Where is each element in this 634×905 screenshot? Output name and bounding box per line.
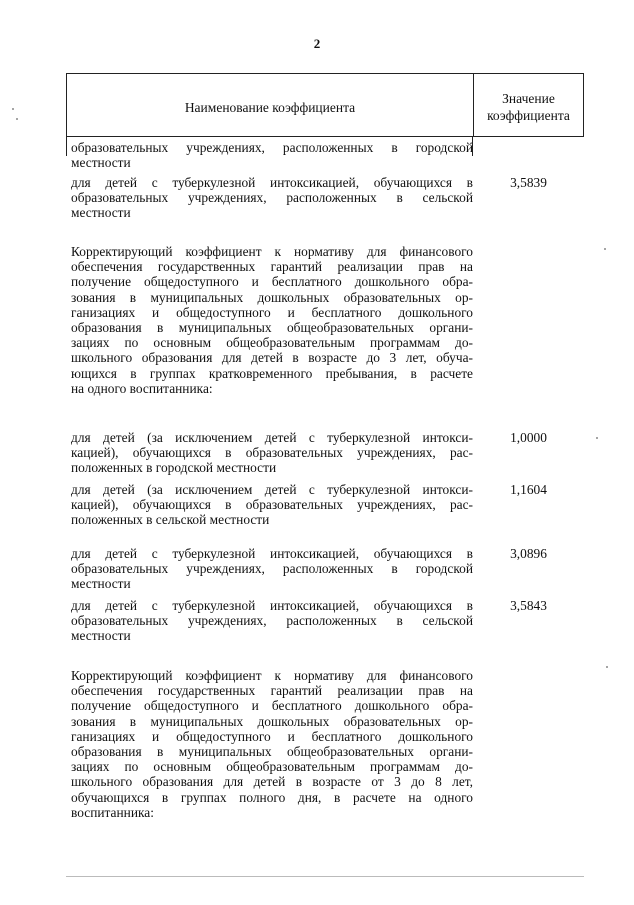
text-line: зования в муниципальных дошкольных образовательных ор- bbox=[71, 289, 473, 305]
text-line: Корректирующий коэффициент к нормативу для финансового bbox=[71, 244, 473, 259]
text-line: местности bbox=[71, 155, 131, 171]
scan-speck bbox=[606, 666, 608, 668]
text-line: зациях по основным общеобразовательным программам до- bbox=[71, 335, 473, 351]
text-line: образовательных учреждениях, расположенных в городской bbox=[71, 561, 473, 577]
text-line: получение общедоступного и бесплатного дошкольного обра- bbox=[71, 274, 473, 290]
coefficient-value: 3,0896 bbox=[510, 546, 547, 561]
page-number: 2 bbox=[313, 36, 321, 51]
coefficient-value: 3,5843 bbox=[510, 598, 547, 613]
coefficient-name-header: Наименование коэффициента bbox=[184, 100, 356, 115]
text-line: образования в муниципальных общеобразовательных органи- bbox=[71, 744, 473, 760]
text-line: для детей с туберкулезной интоксикацией, обучающихся в bbox=[71, 598, 473, 613]
text-line: для детей с туберкулезной интоксикацией, обучающихся в bbox=[71, 546, 473, 561]
text-line: на одного воспитанника: bbox=[71, 380, 213, 396]
text-line: Корректирующий коэффициент к нормативу для финансового bbox=[71, 668, 473, 683]
text-line: получение общедоступного и бесплатного дошкольного обра- bbox=[71, 698, 473, 714]
row-text bbox=[71, 598, 473, 644]
text-line: образовательных учреждениях, расположенных в городской bbox=[71, 140, 473, 155]
text-line: местности bbox=[71, 205, 131, 221]
text-line: школьного образования для детей в возрасте от 3 до 8 лет, bbox=[71, 774, 473, 790]
text-line: школьного образования для детей в возрасте до 3 лет, обуча- bbox=[71, 350, 473, 366]
text-line: воспитанника: bbox=[71, 804, 154, 820]
bottom-rule bbox=[66, 876, 584, 877]
value-header-line-1: Значение bbox=[502, 91, 555, 106]
text-line: обучающихся в группах полного дня, в расчете на одного bbox=[71, 789, 473, 805]
coefficient-value: 3,5839 bbox=[510, 175, 547, 190]
text-line: положенных в сельской местности bbox=[71, 512, 270, 528]
text-line: обеспечения государственных гарантий реализации прав на bbox=[71, 683, 473, 699]
text-line: местности bbox=[71, 576, 131, 592]
text-line: ганизациях и общедоступного и бесплатного дошкольного bbox=[71, 304, 473, 320]
row-text bbox=[71, 244, 473, 396]
row-text bbox=[71, 140, 473, 170]
scan-speck bbox=[596, 437, 598, 439]
text-line: положенных в городской местности bbox=[71, 460, 277, 476]
coefficient-value: 1,1604 bbox=[510, 482, 547, 497]
text-line: обеспечения государственных гарантий реализации прав на bbox=[71, 259, 473, 275]
text-line: образования в муниципальных общеобразовательных органи- bbox=[71, 320, 473, 336]
scan-speck bbox=[16, 118, 18, 120]
row-text bbox=[71, 668, 473, 820]
text-line: ганизациях и общедоступного и бесплатного дошкольного bbox=[71, 728, 473, 744]
row-text bbox=[71, 546, 473, 592]
text-line: кацией), обучающихся в образовательных учреждениях, рас- bbox=[71, 497, 473, 513]
scan-speck bbox=[604, 248, 606, 250]
row-text bbox=[71, 430, 473, 476]
text-line: зациях по основным общеобразовательным программам до- bbox=[71, 759, 473, 775]
coefficient-value: 1,0000 bbox=[510, 430, 547, 445]
text-line: зования в муниципальных дошкольных образовательных ор- bbox=[71, 713, 473, 729]
text-line: образовательных учреждениях, расположенных в сельской bbox=[71, 613, 473, 629]
text-line: для детей с туберкулезной интоксикацией, обучающихся в bbox=[71, 175, 473, 190]
text-line: кацией), обучающихся в образовательных учреждениях, рас- bbox=[71, 445, 473, 461]
text-line: для детей (за исключением детей с туберкулезной интокси- bbox=[71, 482, 473, 497]
row-text bbox=[71, 175, 473, 221]
text-line: ющихся в группах кратковременного пребывания, в расчете bbox=[71, 365, 473, 381]
scan-speck bbox=[12, 108, 14, 110]
row-text bbox=[71, 482, 473, 528]
value-header-line-2: коэффициента bbox=[487, 108, 570, 123]
text-line: местности bbox=[71, 628, 131, 644]
text-line: для детей (за исключением детей с туберкулезной интокси- bbox=[71, 430, 473, 445]
text-line: образовательных учреждениях, расположенных в сельской bbox=[71, 190, 473, 206]
